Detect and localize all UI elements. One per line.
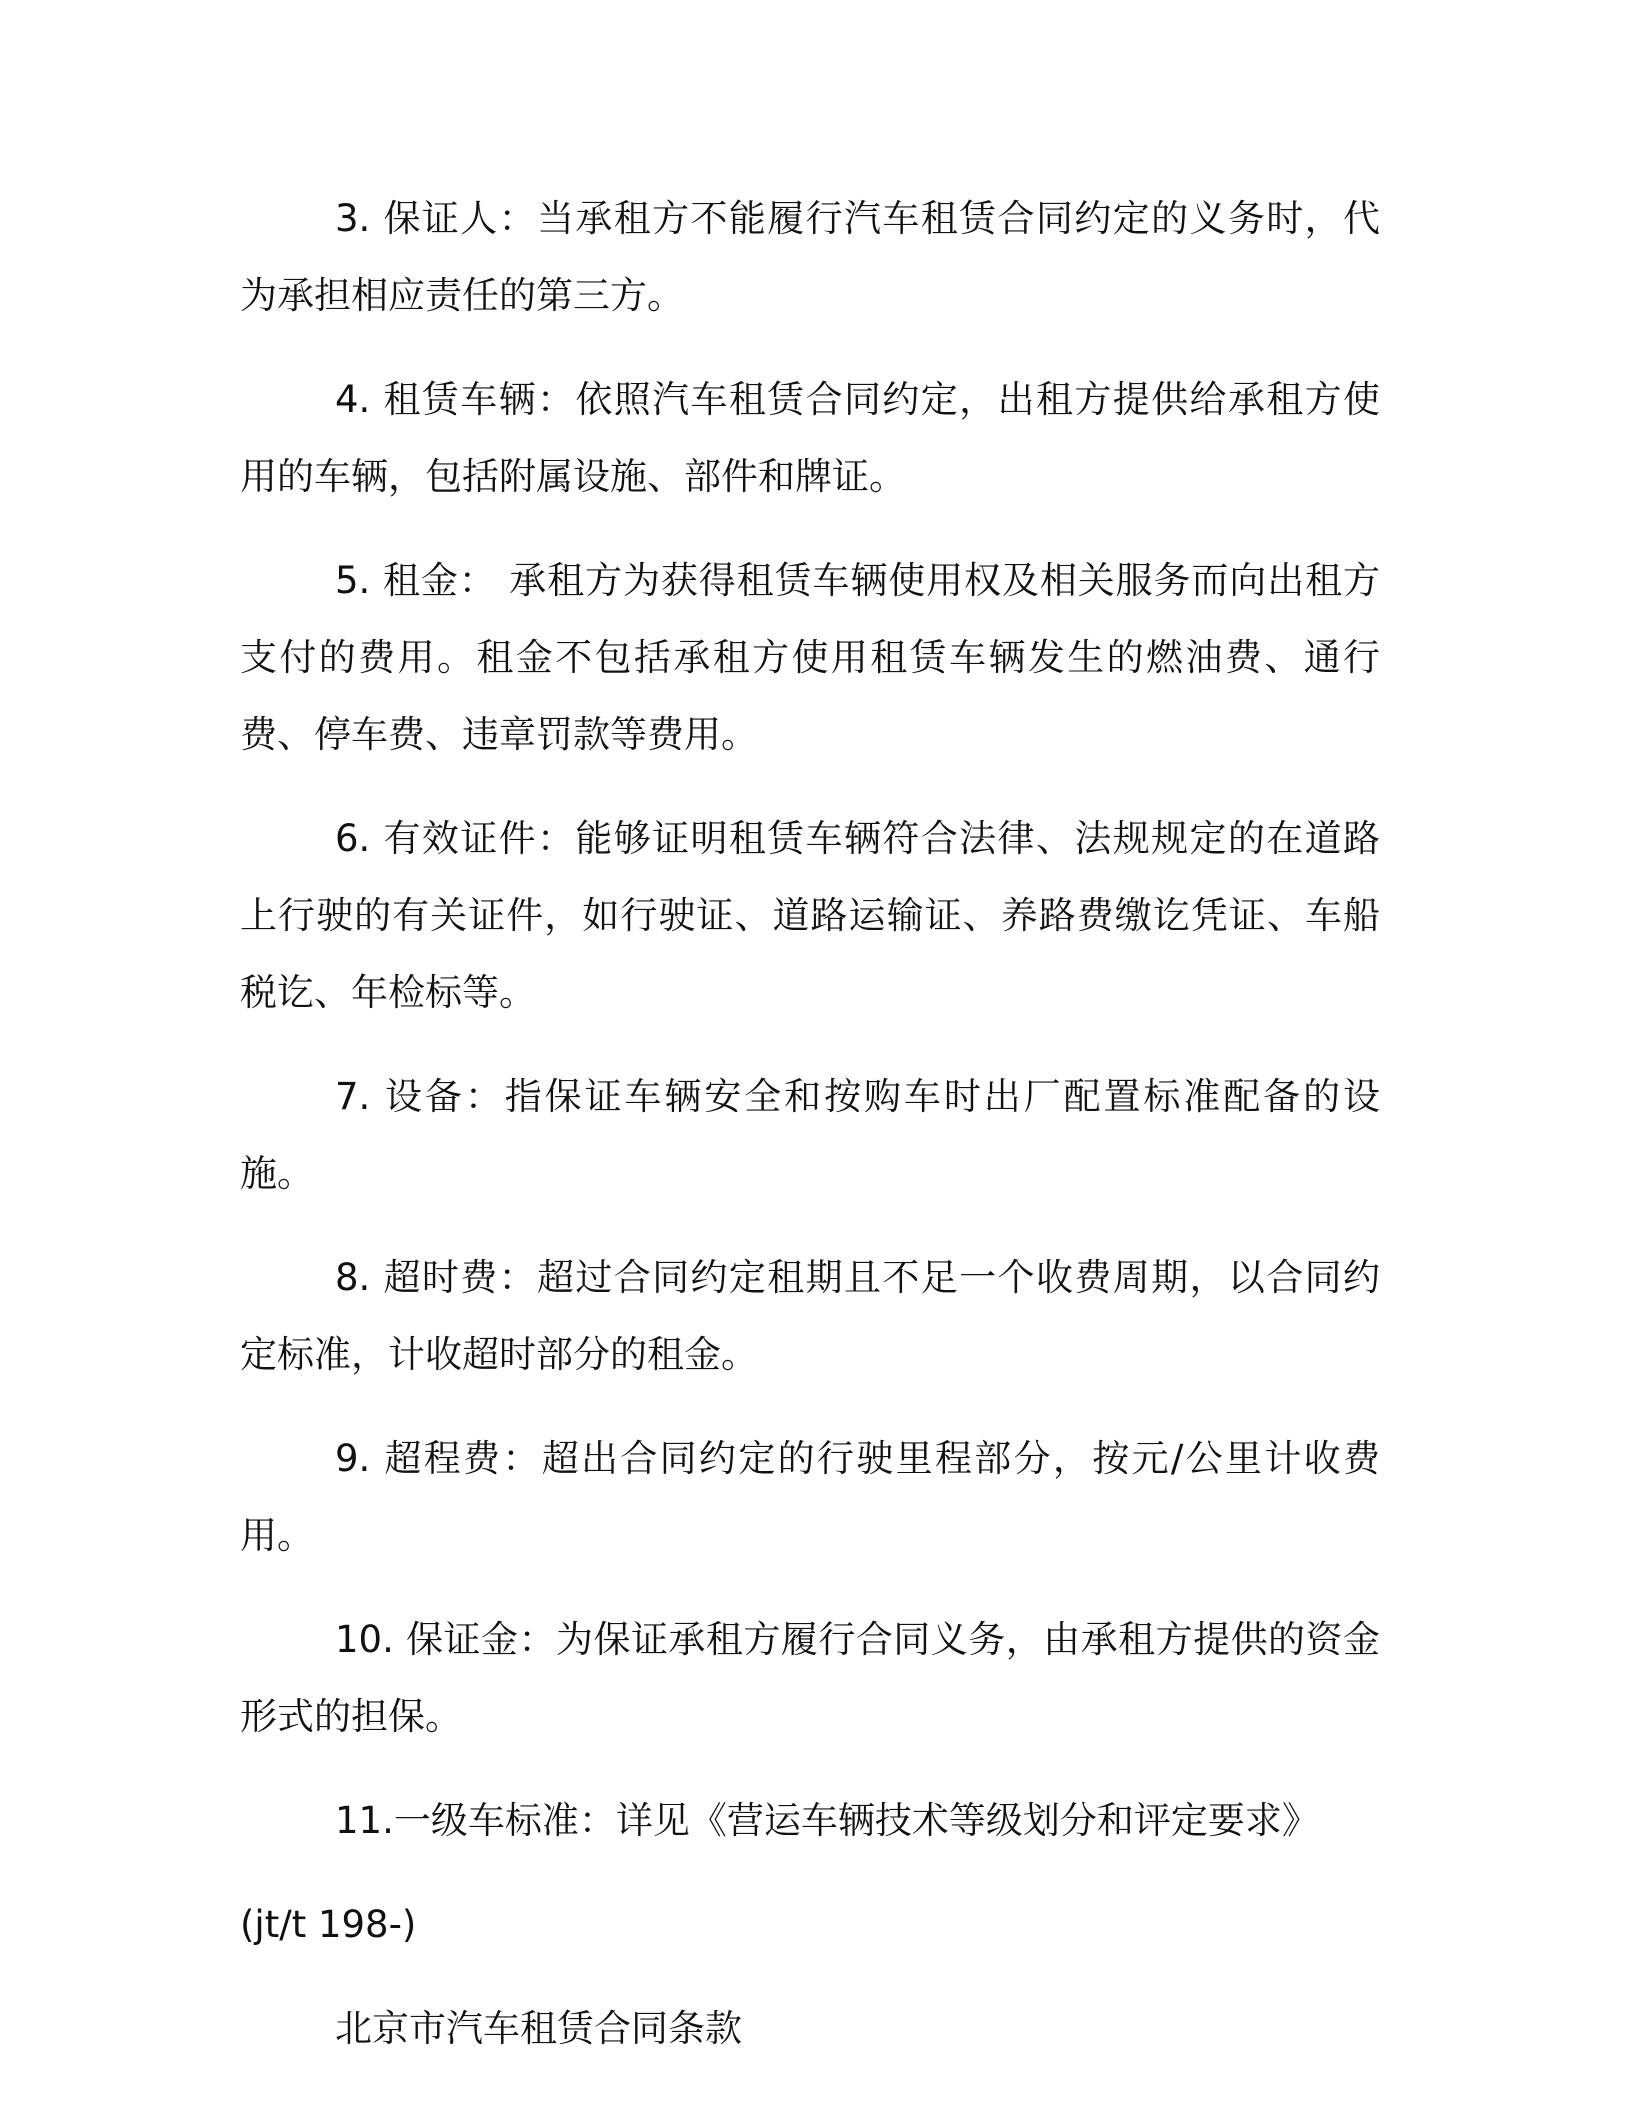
clause-4: 4. 租赁车辆：依照汽车租赁合同约定，出租方提供给承租方使用的车辆，包括附属设施、部件和牌证。 bbox=[240, 378, 1380, 498]
clause-3: 3. 保证人：当承租方不能履行汽车租赁合同约定的义务时，代为承担相应责任的第三方。 bbox=[240, 197, 1380, 317]
clause-10: 10. 保证金：为保证承租方履行合同义务，由承租方提供的资金形式的担保。 bbox=[240, 1618, 1380, 1738]
clause-7: 7. 设备：指保证车辆安全和按购车时出厂配置标准配备的设施。 bbox=[240, 1075, 1380, 1195]
clause-11-continuation: (jt/t 198-) bbox=[240, 1903, 417, 1946]
clause-8: 8. 超时费：超过合同约定租期且不足一个收费周期，以合同约定标准，计收超时部分的租金。 bbox=[240, 1256, 1380, 1376]
clause-6: 6. 有效证件：能够证明租赁车辆符合法律、法规规定的在道路上行驶的有关证件，如行驶证、道路运输证、养路费缴讫凭证、车船税讫、年检标等。 bbox=[240, 817, 1380, 1014]
clause-9: 9. 超程费：超出合同约定的行驶里程部分，按元/公里计收费用。 bbox=[240, 1437, 1380, 1557]
document-page bbox=[240, 180, 1380, 2094]
section-title: 北京市汽车租赁合同条款 bbox=[335, 2007, 742, 2050]
clause-5: 5. 租金： 承租方为获得租赁车辆使用权及相关服务而向出租方支付的费用。租金不包括承租方使用租赁车辆发生的燃油费、通行费、停车费、违章罚款等费用。 bbox=[240, 559, 1380, 756]
clause-11: 11.一级车标准：详见《营运车辆技术等级划分和评定要求》 bbox=[335, 1799, 1319, 1842]
